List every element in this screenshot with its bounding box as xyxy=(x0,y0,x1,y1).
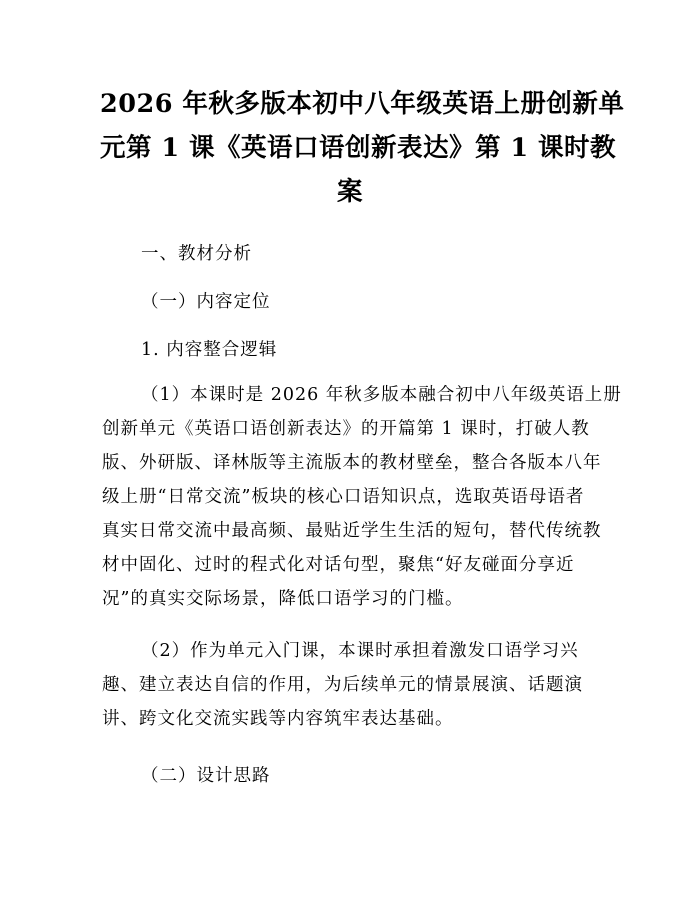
item-heading-integration: 1. 内容整合逻辑 xyxy=(141,340,278,360)
paragraph-line: 创新单元《英语口语创新表达》的开篇第 1 课时，打破人教 xyxy=(102,419,590,439)
section-heading-materials: 一、教材分析 xyxy=(141,244,252,264)
title-line: 2026 年秋多版本初中八年级英语上册创新单 xyxy=(100,89,625,119)
paragraph-1 xyxy=(102,378,622,616)
subsection-heading-positioning: （一）内容定位 xyxy=(141,292,271,312)
title-line: 案 xyxy=(336,177,363,207)
paragraph-line: 况”的真实交际场景，降低口语学习的门槛。 xyxy=(102,589,464,609)
paragraph-line: （1）本课时是 2026 年秋多版本融合初中八年级英语上册 xyxy=(141,385,622,405)
paragraph-2 xyxy=(102,634,602,736)
paragraph-line: 材中固化、过时的程式化对话句型，聚焦“好友碰面分享近 xyxy=(102,555,575,575)
paragraph-line: （2）作为单元入门课，本课时承担着激发口语学习兴 xyxy=(141,641,579,661)
title-line: 元第 1 课《英语口语创新表达》第 1 课时教 xyxy=(100,133,616,163)
paragraph-line: 版、外研版、译林版等主流版本的教材壁垒，整合各版本八年 xyxy=(102,453,602,473)
paragraph-line: 级上册“日常交流”板块的核心口语知识点，选取英语母语者 xyxy=(102,487,585,507)
paragraph-line: 趣、建立表达自信的作用，为后续单元的情景展演、话题演 xyxy=(102,675,583,695)
document-title xyxy=(100,82,625,214)
paragraph-line: 真实日常交流中最高频、最贴近学生生活的短句，替代传统教 xyxy=(102,521,602,541)
paragraph-line: 讲、跨文化交流实践等内容筑牢表达基础。 xyxy=(102,709,454,729)
subsection-heading-design: （二）设计思路 xyxy=(141,766,271,786)
